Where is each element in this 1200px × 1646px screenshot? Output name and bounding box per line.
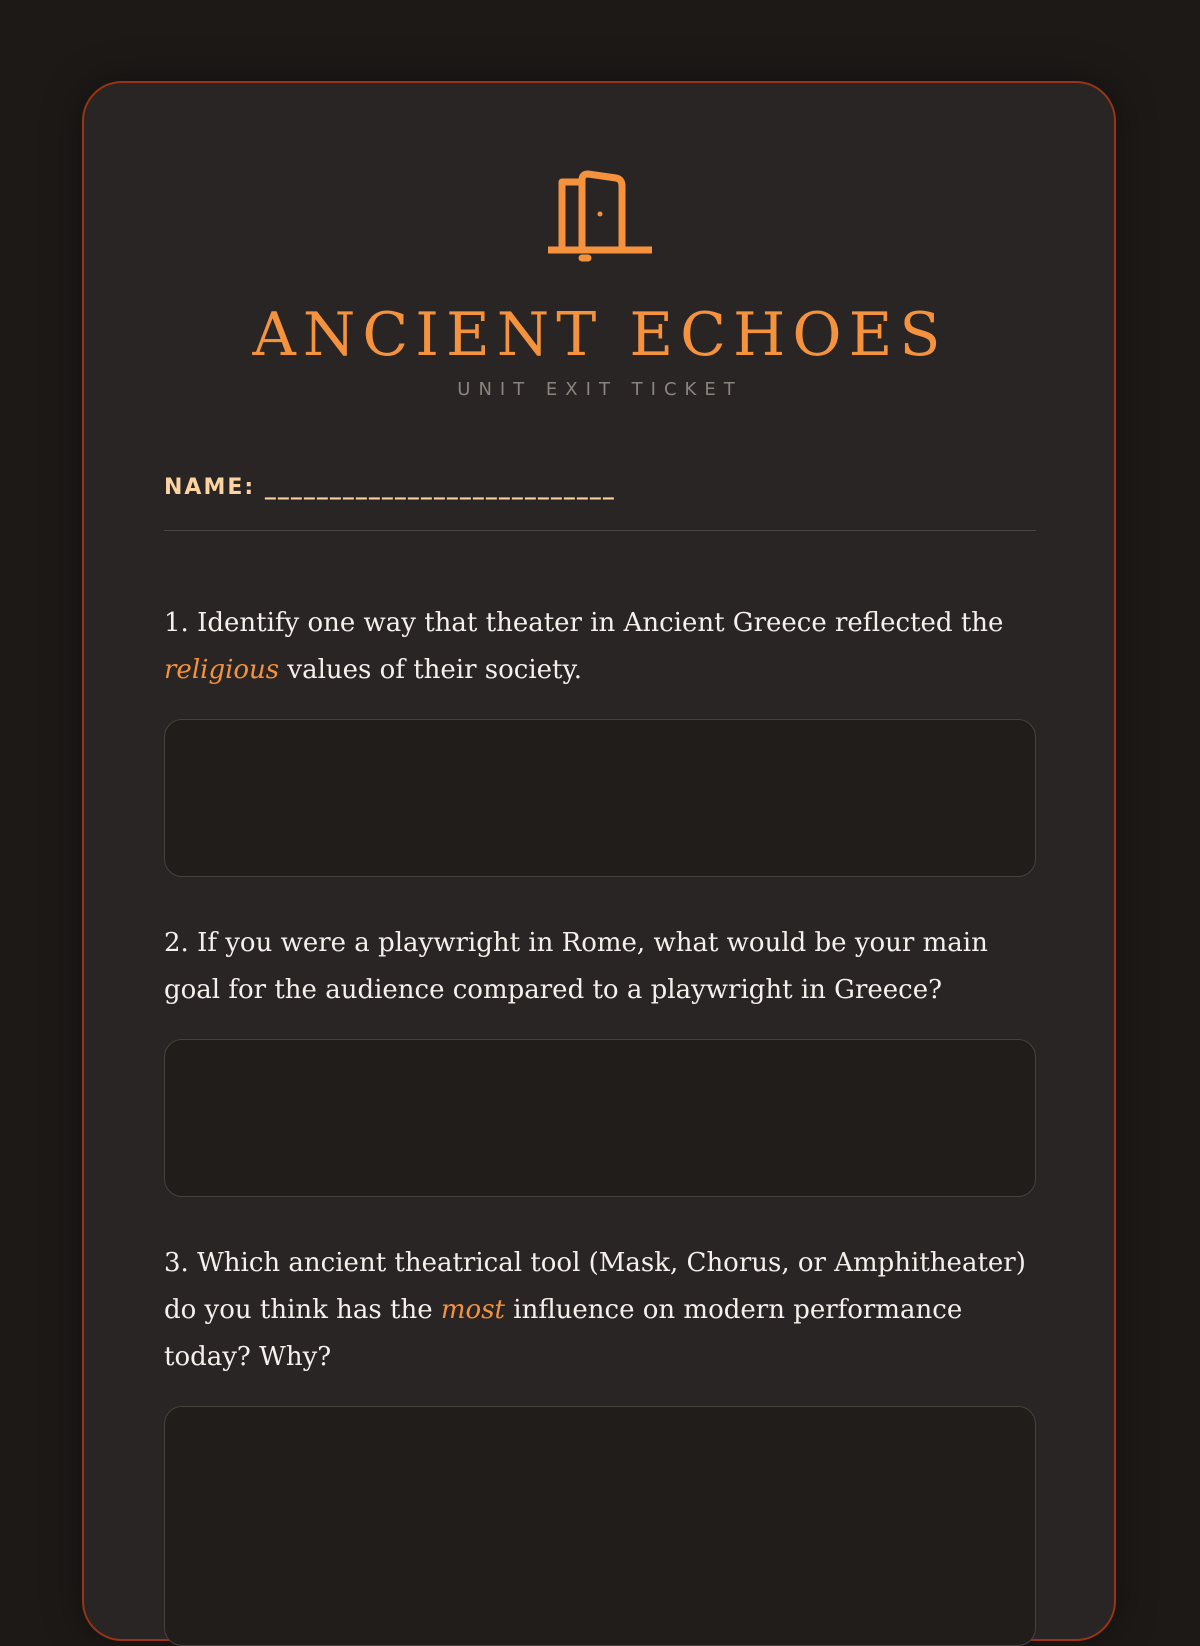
question-text: Identify one way that theater in Ancient Greece reflected the	[197, 608, 1004, 638]
question-emphasis: religious	[164, 655, 280, 685]
name-divider	[164, 530, 1036, 531]
question-number: 3.	[164, 1248, 189, 1278]
page-subtitle: UNIT EXIT TICKET	[457, 379, 743, 400]
question-2	[164, 920, 1044, 1014]
question-text-end: values of their society.	[287, 655, 583, 685]
question-number: 1.	[164, 608, 189, 638]
question-1	[164, 600, 1044, 694]
answer-box-2[interactable]	[164, 1039, 1036, 1197]
answer-box-1[interactable]	[164, 719, 1036, 877]
question-3	[164, 1240, 1044, 1381]
answer-box-3[interactable]	[164, 1406, 1036, 1646]
question-emphasis: most	[440, 1295, 505, 1325]
question-text: Which ancient theatrical tool (Mask, Chorus, or Amphitheater) do you think has the	[164, 1248, 1026, 1325]
question-number: 2.	[164, 928, 189, 958]
page-title: ANCIENT ECHOES	[252, 300, 948, 370]
question-text-end: influence on modern performance today? Why?	[164, 1295, 963, 1372]
door-open-icon	[548, 170, 652, 266]
name-field[interactable]: NAME: ___________________________	[164, 475, 616, 500]
question-text: If you were a playwright in Rome, what would be your main goal for the audience compared to a playwright in Greece?	[164, 928, 988, 1005]
